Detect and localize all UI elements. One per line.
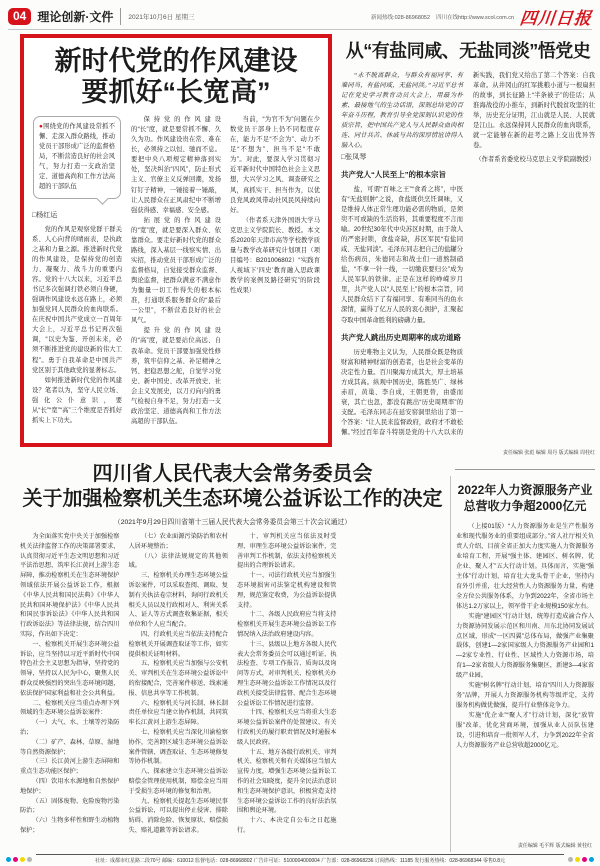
page-number-badge: 04 <box>8 8 31 25</box>
lead-title-line1: 新时代党的作风建设 <box>54 46 298 76</box>
hr-article-body <box>456 522 594 832</box>
decision-body <box>20 532 445 844</box>
masthead-left <box>8 8 194 25</box>
page-footer <box>6 854 594 864</box>
paragraph: 历史唯物主义认为，人民群众既是物质财富和精神财富的创造者，也是社会变革的决定性力量。百川聚海方成其大，厚土培基方成其高。纵观中国历史，陈胜吴广、绿林赤眉，黄巢、李自成，王朝更替，由盛而衰，其亡也忽，都没有跳出“历史周期率”的支配。毛泽东同志在延安窑洞里给出了第一个答案：“让人民来监督政府，政府才不敢松懈。”经过百年奋斗特别是党的十八大以来的新实践，我们党又给出了第二个答案：自我革命。从井冈山的红军挑粮小道与一根扁担的故事，到长征路上“半条被子”的佳话；从淮海战役的小推车，到新时代脱贫攻坚的壮举，历史充分证明，江山就是人民、人民就是江山。永远保持同人民群众的血肉联系，就一定能够在新的赶考之路上交出优异答卷。 <box>341 72 595 437</box>
paragraph: 八、探索建立生态环境公益诉讼赔偿金管理使用机制，赔偿金应当用于受损生态环境的修复和治理。 <box>128 768 228 795</box>
registration-dot-magenta-icon <box>13 857 18 862</box>
paragraph: 二、检察机关应当重点办理下列领域的生态环境公益诉讼案件： <box>20 699 120 717</box>
publisher-info: 社址：成都市红星路二段70号 邮编：610012 监督电话：028-86968802 广告许可证：5100004000004 广告部：028-86968236 订阅热线：11185 发行服务热线：028-86968344 零售0.8元 <box>36 854 564 864</box>
lead-article-byline: □杨红运 <box>32 211 58 219</box>
history-article <box>341 37 595 447</box>
news-hotline: 新闻热线:028-86968052 <box>371 14 431 21</box>
history-byline: □张凤琴 <box>341 153 367 161</box>
column-divider <box>450 476 451 852</box>
section-heading: 共产党人跳出历史周期率的成功道路 <box>341 332 461 342</box>
paragraph: 十六、本决定自公布之日起施行。 <box>237 817 337 834</box>
paragraph: 十三、县级以上地方各级人民代表大会常务委员会可以通过听证、执法检查、专项工作报告、质询以及询问等方式，对审判机关、检察机关办理生态环境公益诉讼工作情况以及行政机关接受法律监督、配合生态环境公益诉讼工作情况进行监督。 <box>237 640 337 707</box>
paragraph: 如何推进新时代党的作风建设？笔者以为，坚守人民立场、强化公仆意识，要从“长”“宽”“高”三个维度是否抓好抓实上下功夫。 <box>32 376 122 424</box>
paragraph: （五）固体废物、危险废物污染防治； <box>20 797 120 815</box>
paragraph: 为全面落实党中央关于加强检察机关法律监督工作的决策部署要求，认真贯彻习近平生态文明思想和习近平法治思想，筑牢长江黄河上游生态屏障，推动检察机关在生态环境保护领域依法开展公益诉讼工作，根据《中华人民共和国民法典》《中华人民共和国环境保护法》《中华人民共和国民事诉讼法》《中华人民共和国行政诉讼法》等法律法规，结合四川实际，作出如下决定： <box>20 533 120 638</box>
history-section <box>341 169 463 326</box>
lead-article-title <box>32 46 320 108</box>
paragraph: （六）生物多样性和野生动植物保护； <box>20 817 120 834</box>
lead-article <box>20 34 332 447</box>
paragraph: 五、检察机关应当加强与公安机关、审判机关在生态环境公益诉讼中的衔接配合，完善案件移送、线索通报、信息共享等工作机制。 <box>128 660 228 697</box>
paragraph: （一）大气、水、土壤等污染防治； <box>20 719 120 736</box>
decision-paragraph-list <box>20 532 337 844</box>
paragraph: 实施“优企业”“聚人才”行动计划，深化“放管服”改革，优化营商环境，加强从业人员队伍建设，引进和培育一批领军人才，力争到2022年全省人力资源服务产业总营收超2000亿元。 <box>456 711 594 749</box>
paragraph: 三、检察机关办理生态环境公益诉讼案件，可以采取查阅、调取、复制有关执法卷宗材料，询问行政机关相关人员以及行政相对人、利害关系人、证人等方式调查收集证据，相关单位和个人应当配合。 <box>128 572 228 629</box>
history-lede: “永不脱离群众，与群众有福同享、有难同当，有盐同咸，无盐同淡。”习近平总书记在党史学习教育动员大会上，用最为朴素、最接地气的生动话语，深刻总结党的百年奋斗历程，教育引导全党深刻认识党的性质宗旨，把中国共产党人与人民群众血肉相连、同甘共苦、休戚与共的深厚情谊讲得入脑入心。 <box>341 72 463 150</box>
hr-services-article <box>456 478 594 852</box>
paragraph: 十二、各级人民政府应当将支持检察机关开展生态环境公益诉讼工作情况纳入法治政府建设内容。 <box>237 611 337 638</box>
registration-marks-left <box>6 857 32 862</box>
bullet-icon: ● <box>39 123 44 131</box>
registration-dot-yellow-icon <box>575 857 580 862</box>
lead-title-line2: 要抓好“长宽高” <box>81 77 271 108</box>
decision-title-line2: 关于加强检察机关生态环境公益诉讼工作的决定 <box>22 488 443 510</box>
paragraph: 拓展党的作风建设的“宽”度，就是要深入群众、依靠群众。要走好新时代党的群众路线，深入基层一线察实情、出实招，推动党员干部形成广泛的监督格局，自觉接受群众监督、舆论监督，把群众满意不满意作为衡量一切工作得失的根本标准，打通联系服务群众的“最后一公里”，不断营造良好的社会风气。 <box>131 216 221 325</box>
paragraph: （上接01版）“人力资源服务业是生产性服务业和现代服务业的重要组成部分。”省人社厅相关负责人介绍，目前全省正加大力度实施人力资源服务业培育工程，开展“强主体、建园区、树名牌、优企业、聚人才”五大行动计划。具体而言，实施“强主体”行动计划，培育壮大龙头骨干企业，坚持内育外引并重，壮大经营性人力资源服务力量，构建全方位公共服务体系，力争到2022年，全省市场主体达1.2万家以上，领军骨干企业规模150家左右。 <box>456 523 594 610</box>
divider <box>455 469 595 470</box>
registration-dot-gray-icon <box>27 857 32 862</box>
paragraph: 盐，可谓“百味之王”“食肴之将”，中医有“无盐则肿”之说，食盐既供烹饪调味，又是维持人体正常生理功能必需的物质，是须臾不可或缺的生活资料，其重要程度不言而喻。20世纪30年代中央苏区时期，由于敌人的严密封锁，食盐奇缺，苏区军民“有盐同咸、无盐同淡”。毛泽东同志把自己的盐罐分给伤病员，朱德同志和战士们一道熬制硝盐，“不拿一针一线，一切缴获要归公”成为人民军队的铁律。正是在这样的峥嵘岁月里，共产党人以“人民至上”的根本宗旨，同人民群众结下了有福同享、有难同当的鱼水深情，赢得了亿万人民的衷心拥护，汇聚起夺取中国革命胜利的磅礴力量。 <box>341 185 463 324</box>
registration-dot-magenta-icon <box>582 857 587 862</box>
paragraph: （八）法律法规规定的其他领域。 <box>128 552 228 570</box>
paragraph: （四）饮用水水源地和自然保护地保护； <box>20 777 120 795</box>
lead-article-body <box>32 115 320 432</box>
paragraph: 当前，“为官不为”问题在少数党员干部身上仍不同程度存在，能力不足“不会为”、动力不足“不想为”、担当不足“不敢为”。对此，要深入学习贯彻习近平新时代中国特色社会主义思想，大兴学习之风、调查研究之风，真抓实干、担当作为，以优良党风政风带动社风民风持续向好。 <box>230 116 320 214</box>
paragraph: 七、检察机关应当深化川渝检察协作，完善跨区域生态环境公益诉讼案件管辖、调查取证、生态环境修复等协作机制。 <box>128 728 228 766</box>
hr-article-title <box>456 482 594 514</box>
hr-paragraph-list <box>456 522 594 750</box>
website-url: 四川在线http://www.scol.com.cn <box>436 14 514 21</box>
paragraph: 实施“树名牌”行动计划，培育“四川人力资源服务”品牌，开展人力资源服务机构等级评定，支持服务机构做优做强，提升行业整体竞争力。 <box>456 682 594 709</box>
paragraph: 九、检察机关提起生态环境民事公益诉讼，可以提出停止侵害、排除妨碍、消除危险、恢复原状、赔偿损失、赔礼道歉等诉讼请求。 <box>128 797 228 834</box>
masthead <box>8 5 592 28</box>
paragraph: 党的作风是观察党群干群关系、人心向背的晴雨表，是执政之基和力量之源。推进新时代党的作风建设，是保持党的创造力、凝聚力、战斗力的重要内容。党的十八大以来，习近平总书记多次强调打铁必须自身硬，强调作风建设永远在路上，必须加强党同人民群众的血肉联系。在庆祝中国共产党成立一百周年大会上，习近平总书记再次强调，“以史为鉴、开创未来，必须不断推进党的建设新的伟大工程”。勇于自我革命是中国共产党区别于其他政党的显著标志。 <box>32 225 122 374</box>
paragraph: （三）长江黄河上游生态屏障和重点生态功能区保护； <box>20 758 120 776</box>
paragraph: 提升党的作风建设的“高”度，就是要站位高远、自我革命。党员干部要加强党性修养，筑牢信仰之基、补足精神之钙、把稳思想之舵，自觉学习党史、新中国史、改革开放史、社会主义发展史，以刀刃向内的勇气检视自身不足，努力打造一支政治坚定、道德高尚和工作方法高超的干部队伍。 <box>131 327 221 425</box>
section-title: 理论创新·文件 <box>37 8 121 25</box>
intro-quote-box <box>33 116 121 198</box>
paragraph: 十五、地方各级行政机关、审判机关、检察机关和有关媒体应当加大宣传力度，增强生态环境公益诉讼工作的社会知晓度，提升全民法治意识和生态环境保护意识，积极营造支持生态环境公益诉讼工作的良好法治氛围和舆论环境。 <box>237 748 337 815</box>
edition-date: 2021年10月6日 星期三 <box>128 14 195 21</box>
intro-text: 围绕党的作风建设常抓不懈、走深入群众路线，推动党员干部形成广泛的监督格局，不断营造良好的社会风气，努力打造一支政治坚定、道德高尚和工作方法高超的干部队伍 <box>39 123 115 191</box>
hr-editors-line: 责任编辑 毛平辉 版式编辑 黄桂红 <box>517 843 592 849</box>
section-heading: 共产党人“人民至上”的根本宗旨 <box>341 169 446 179</box>
paragraph: 六、检察机关与河长制、林长制责任单位应当建立协作机制，共同筑牢长江黄河上游生态屏障。 <box>128 699 228 727</box>
registration-marks-right <box>568 857 594 862</box>
history-editors-line: 责任编辑 张彪 编辑 周丹 版式编辑 周桂红 <box>503 450 595 456</box>
paragraph: 保持党的作风建设的“长”度，就是要常抓不懈、久久为功。作风建设贵在常、难在长，必须持之以恒、驰而不息。要把中央八项规定精神落到实处，坚决纠治“四风”，防止形式主义、官僚主义反弹回潮，发扬钉钉子精神，一锤接着一锤敲，让人民群众在正风肃纪中不断增强获得感、幸福感、安全感。 <box>131 116 221 214</box>
paragraph: 十、审判机关应当依法及时受理、审理生态环境公益诉讼案件，完善审判工作机制，依法支持检察机关提出的合理诉讼请求。 <box>237 533 337 570</box>
decision-subtitle: （2021年9月29日四川省第十三届人民代表大会常务委员会第三十次会议通过） <box>113 519 352 526</box>
decision-title-line1: 四川省人民代表大会常务委员会 <box>92 463 373 485</box>
history-article-title: 从“有盐同咸、无盐同淡”悟党史 <box>345 41 591 61</box>
hr-title-line1: 2022年人力资源服务产业 <box>457 483 593 497</box>
masthead-right <box>371 4 592 29</box>
registration-dot-cyan-icon <box>6 857 11 862</box>
lead-author-note: （作者系天津外国语大学马克思主义学院院长、教授。本文系2020年天津市高等学校教学质量与教学改革研究计划项目（项目编号：B201006802）“实践育人视域下‘四史’教育融入思政课教学的案例及路径研究”的阶段性成果） <box>230 216 320 295</box>
registration-dot-yellow-icon <box>20 857 25 862</box>
masthead-divider <box>8 29 592 30</box>
paragraph: （七）农业面源污染防治和农村人居环境整治； <box>128 533 228 550</box>
registration-dot-cyan-icon <box>589 857 594 862</box>
history-author-note: （作者系省委党校马克思主义学院副教授） <box>475 155 595 163</box>
sichuan-daily-logo: 四川日报 <box>518 9 593 28</box>
decision-title <box>20 462 445 512</box>
registration-dot-gray-icon <box>568 857 573 862</box>
paragraph: 十一、司法行政机关应当加强生态环境损害司法鉴定机构建设和管理，规范鉴定收费，为公益诉讼提供支持。 <box>237 572 337 609</box>
paragraph: （二）矿产、森林、草原、湿地等自然资源保护； <box>20 738 120 756</box>
decision-article <box>20 460 445 852</box>
paragraph: 十四、检察机关应当将重大生态环境公益诉讼案件的处置建议、有关行政机关的履行职责情况及时通报本级人民政府。 <box>237 709 337 746</box>
paragraph: 一、检察机关开展生态环境公益诉讼，应当坚持以习近平新时代中国特色社会主义思想为指导，坚持党的领导，坚持以人民为中心，聚焦人民群众反映强烈的突出生态环境问题，依法保护国家利益和社会公共利益。 <box>20 640 120 697</box>
history-article-body <box>341 71 595 439</box>
hr-title-line2: 总营收力争超2000亿元 <box>463 499 587 514</box>
paragraph: 实施“建园区”行动计划，统筹打造成渝合作人力资源协同发展示范区和川南、川东北协同发展试点区域，形成“一区四翼”总体布局，做强产业集聚载体，创建1—2家国家级人力资源服务产业园和1—2家专业性、行业性、区域性人力资源市场，培育1—2家省级人力资源服务集聚区，新建3—4家省级产业园。 <box>456 612 594 680</box>
paragraph: 四、行政机关应当依法支持配合检察机关开展调查取证等工作，如实提供相关证明材料。 <box>128 630 228 658</box>
